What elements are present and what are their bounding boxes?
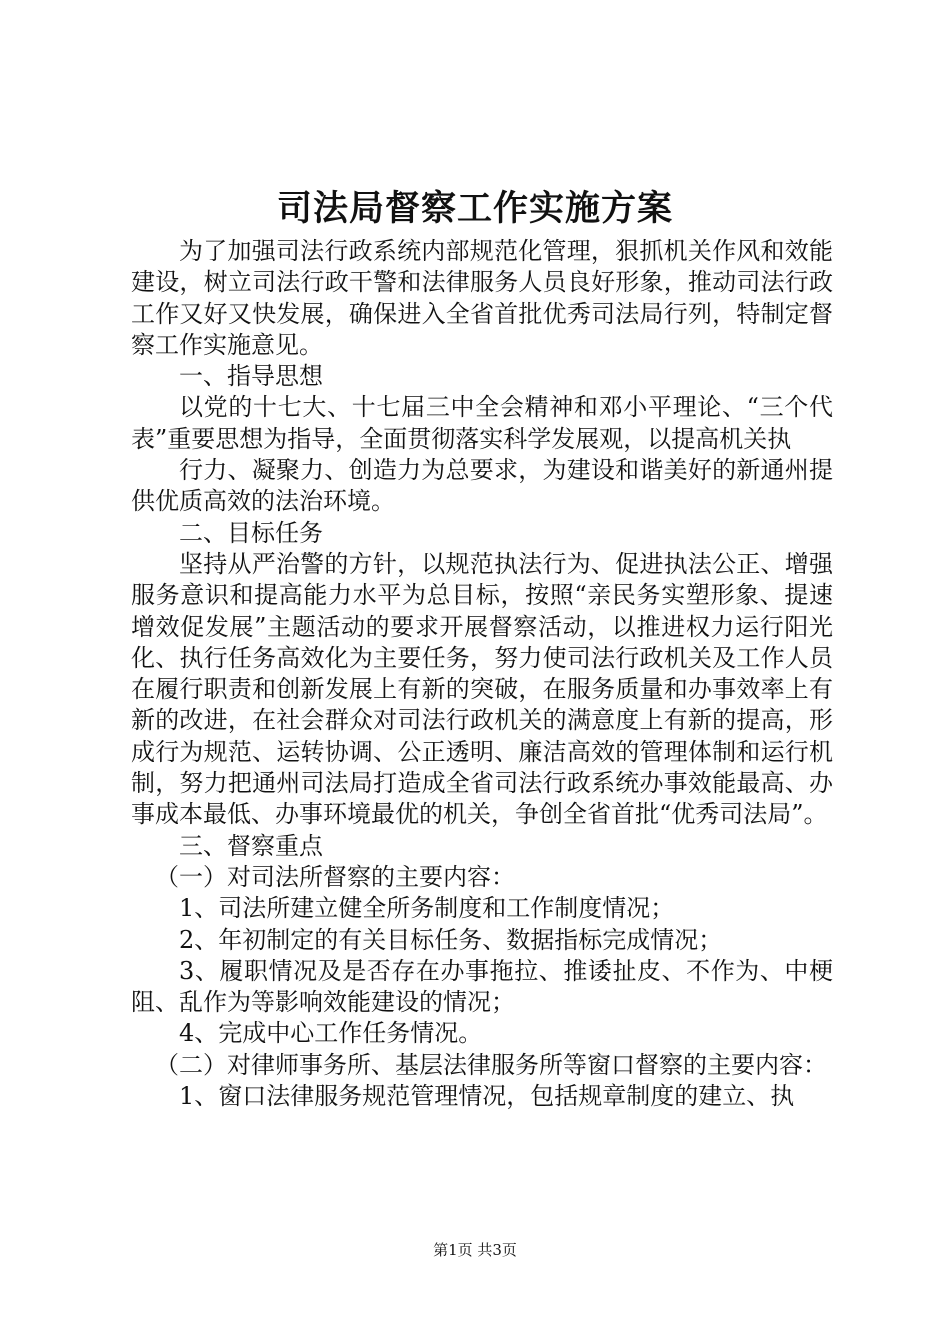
subheading-judicial-office: （一）对司法所督察的主要内容： (155, 862, 515, 891)
document-body (131, 236, 833, 1112)
list-item-2: 2、年初制定的有关目标任务、数据指标完成情况； (179, 925, 723, 954)
list-item-1: 1、司法所建立健全所务制度和工作制度情况； (179, 894, 675, 923)
heading-guiding-ideology: 一、指导思想 (179, 362, 323, 391)
paragraph-goals-tasks: 坚持从严治警的方针，以规范执法行为、促进执法公正、增强服务意识和提高能力水平为总目标，按照“亲民务实塑形象、提速增效促发展”主题活动的要求开展督察活动，以推进权力运行阳光化、执行任务高效化为主要任务，努力使司法行政机关及工作人员在履行职责和创新发展上有新的突破，在服务质量和办事效率上有新的改进，在社会群众对司法行政机关的满意度上有新的提高，形成行为规范、运转协调、公正透明、廉洁高效的管理体制和运行机制，努力把通州司法局打造成全省司法行政系统办事效能最高、办事成本最低、办事环境最优的机关，争创全省首批“优秀司法局”。 (131, 549, 833, 829)
page-footer: 第1页 共3页 (433, 1241, 517, 1259)
list-item-5: 1、窗口法律服务规范管理情况，包括规章制度的建立、执 (179, 1082, 795, 1111)
document-title: 司法局督察工作实施方案 (276, 188, 673, 229)
paragraph-guiding-ideology-cont: 行力、凝聚力、创造力为总要求，为建设和谐美好的新通州提供优质高效的法治环境。 (131, 456, 833, 516)
subheading-law-firms: （二）对律师事务所、基层法律服务所等窗口督察的主要内容： (155, 1050, 827, 1079)
heading-goals-tasks: 二、目标任务 (179, 518, 323, 547)
paragraph-guiding-ideology: 以党的十七大、十七届三中全会精神和邓小平理论、“三个代表”重要思想为指导，全面贯彻落实科学发展观，以提高机关执 (131, 393, 833, 453)
heading-supervision-focus: 三、督察重点 (179, 831, 323, 860)
list-item-3: 3、履职情况及是否存在办事拖拉、推诿扯皮、不作为、中梗阻、乱作为等影响效能建设的情况； (131, 956, 833, 1017)
paragraph-intro: 为了加强司法行政系统内部规范化管理，狠抓机关作风和效能建设，树立司法行政干警和法律服务人员良好形象，推动司法行政工作又好又快发展，确保进入全省首批优秀司法局行列，特制定督察工作实施意见。 (131, 237, 833, 359)
list-item-4: 4、完成中心工作任务情况。 (179, 1019, 483, 1048)
